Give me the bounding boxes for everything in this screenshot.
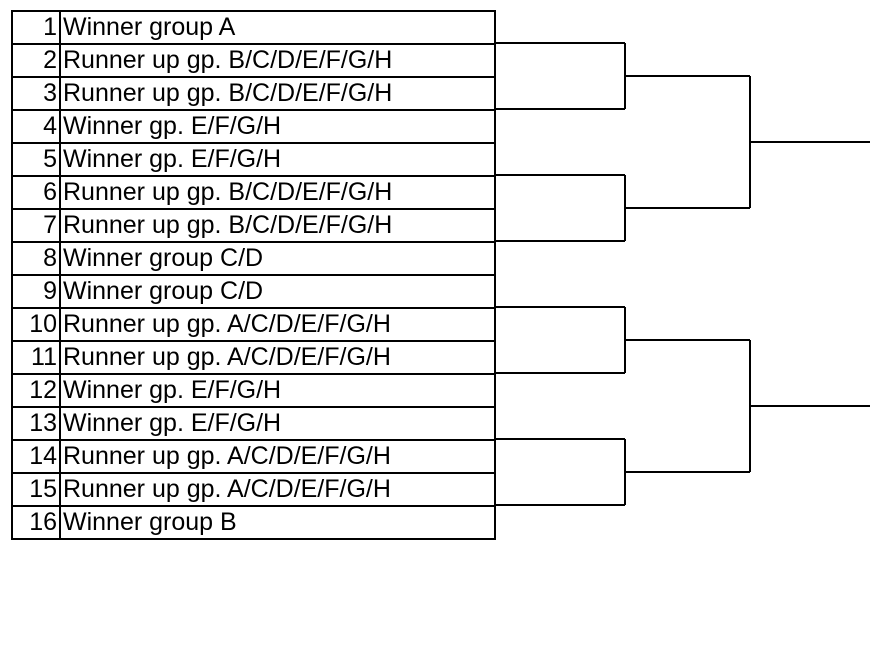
team-slot: Winner group C/D bbox=[60, 242, 495, 275]
team-slot: Runner up gp. A/C/D/E/F/G/H bbox=[60, 473, 495, 506]
seed-number: 15 bbox=[12, 473, 60, 506]
seed-number: 2 bbox=[12, 44, 60, 77]
seed-number: 6 bbox=[12, 176, 60, 209]
team-slot: Runner up gp. A/C/D/E/F/G/H bbox=[60, 440, 495, 473]
seed-number: 4 bbox=[12, 110, 60, 143]
seed-number: 12 bbox=[12, 374, 60, 407]
seed-number: 14 bbox=[12, 440, 60, 473]
seed-number: 1 bbox=[12, 11, 60, 44]
team-slot: Winner gp. E/F/G/H bbox=[60, 110, 495, 143]
team-slot: Runner up gp. A/C/D/E/F/G/H bbox=[60, 308, 495, 341]
seed-number: 8 bbox=[12, 242, 60, 275]
team-slot: Winner group B bbox=[60, 506, 495, 539]
team-slot: Runner up gp. B/C/D/E/F/G/H bbox=[60, 77, 495, 110]
team-slot: Winner group C/D bbox=[60, 275, 495, 308]
seed-number: 13 bbox=[12, 407, 60, 440]
team-slot: Runner up gp. A/C/D/E/F/G/H bbox=[60, 341, 495, 374]
seed-number: 11 bbox=[12, 341, 60, 374]
seed-number: 16 bbox=[12, 506, 60, 539]
team-slot: Runner up gp. B/C/D/E/F/G/H bbox=[60, 44, 495, 77]
seed-number: 7 bbox=[12, 209, 60, 242]
seed-number: 10 bbox=[12, 308, 60, 341]
team-slot: Winner gp. E/F/G/H bbox=[60, 143, 495, 176]
seed-number: 3 bbox=[12, 77, 60, 110]
team-slot: Winner group A bbox=[60, 11, 495, 44]
seed-number: 5 bbox=[12, 143, 60, 176]
team-slot: Runner up gp. B/C/D/E/F/G/H bbox=[60, 176, 495, 209]
seed-number: 9 bbox=[12, 275, 60, 308]
team-slot: Runner up gp. B/C/D/E/F/G/H bbox=[60, 209, 495, 242]
team-slot: Winner gp. E/F/G/H bbox=[60, 374, 495, 407]
team-slot: Winner gp. E/F/G/H bbox=[60, 407, 495, 440]
